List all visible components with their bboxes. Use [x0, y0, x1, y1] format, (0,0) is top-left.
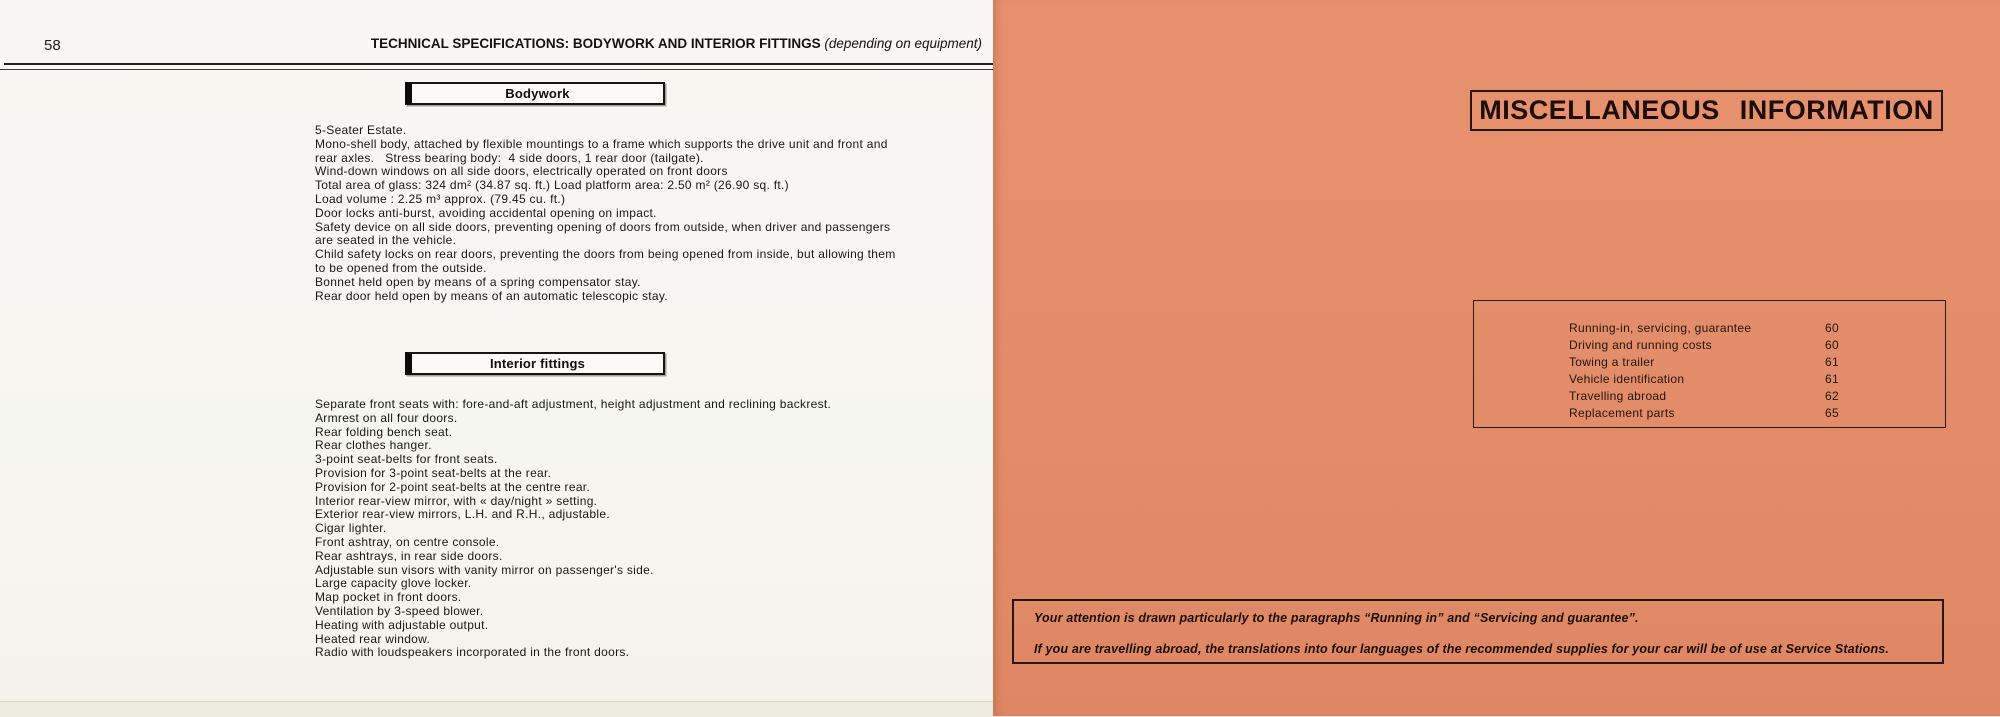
miscellaneous-title-box: [1470, 90, 1943, 131]
spec-line: Adjustable sun visors with vanity mirror on passenger's side.: [315, 562, 654, 577]
page-header-title: TECHNICAL SPECIFICATIONS: BODYWORK AND INTERIOR FITTINGS: [370, 36, 821, 51]
left-page: [0, 0, 993, 716]
spec-line: Safety device on all side doors, preventing opening of doors from outside, when driver and passengers: [315, 219, 891, 234]
contents-label: Driving and running costs: [1569, 338, 1712, 352]
header-rule-bottom: [0, 69, 993, 70]
spec-line: Heating with adjustable output.: [315, 617, 489, 632]
interior-fittings-section-heading: Interior fittings: [489, 356, 586, 371]
spec-line: Exterior rear-view mirrors, L.H. and R.H., adjustable.: [315, 507, 610, 522]
attention-note-line: If you are travelling abroad, the translations into four languages of the recommended supplies for your car will be of use at Service Stations.: [1034, 642, 1889, 656]
spec-line: Large capacity glove locker.: [315, 576, 472, 591]
contents-label: Travelling abroad: [1569, 389, 1667, 403]
left-page-bottom-edge: [0, 701, 993, 717]
page-number: 58: [44, 37, 61, 54]
spec-line: Ventilation by 3-speed blower.: [315, 603, 484, 618]
spec-line: Rear clothes hanger.: [315, 438, 432, 453]
contents-label: Vehicle identification: [1569, 372, 1685, 386]
contents-page-number: 62: [1825, 389, 1839, 403]
contents-page-number: 61: [1825, 355, 1839, 369]
contents-label: Running-in, servicing, guarantee: [1569, 321, 1752, 335]
contents-row: [1474, 355, 1945, 372]
spec-line: Separate front seats with: fore-and-aft adjustment, height adjustment and reclining backrest.: [315, 397, 832, 411]
contents-row: [1474, 372, 1945, 389]
spec-line: Interior rear-view mirror, with « day/night » setting.: [315, 493, 598, 508]
contents-page-number: 60: [1825, 321, 1839, 335]
spec-line: Armrest on all four doors.: [315, 410, 458, 425]
spec-line: Provision for 2-point seat-belts at the centre rear.: [315, 479, 591, 494]
spec-line: Cigar lighter.: [315, 521, 387, 536]
contents-page-number: 61: [1825, 372, 1839, 386]
spec-line: Load volume : 2.25 m³ approx. (79.45 cu. ft.): [315, 191, 566, 206]
spec-line: to be opened from the outside.: [315, 260, 487, 275]
interior-fittings-section-heading-box: [405, 352, 665, 375]
spec-line: Front ashtray, on centre console.: [315, 534, 500, 549]
spec-line: Bonnet held open by means of a spring compensator stay.: [315, 274, 641, 289]
spec-line: rear axles. Stress bearing body: 4 side doors, 1 rear door (tailgate).: [315, 150, 704, 165]
contents-row: [1474, 406, 1945, 423]
contents-row: [1474, 321, 1945, 338]
spec-line: Mono-shell body, attached by flexible mountings to a frame which supports the drive unit and front and: [315, 136, 888, 151]
spec-line: are seated in the vehicle.: [315, 233, 457, 248]
spec-line: Radio with loudspeakers incorporated in the front doors.: [315, 645, 630, 660]
spec-line: Rear folding bench seat.: [315, 424, 453, 439]
page-header-subtitle: (depending on equipment): [820, 36, 982, 51]
spec-line: 5-Seater Estate.: [315, 123, 407, 137]
contents-box: [1473, 300, 1946, 428]
spec-line: 3-point seat-belts for front seats.: [315, 452, 498, 467]
spec-line: Rear ashtrays, in rear side doors.: [315, 548, 503, 563]
contents-page-number: 65: [1825, 406, 1839, 420]
contents-label: Replacement parts: [1569, 406, 1675, 420]
spec-line: Total area of glass: 324 dm² (34.87 sq. ft.) Load platform area: 2.50 m² (26.90 sq. ft.): [315, 178, 789, 193]
header-rule-top: [4, 63, 993, 65]
attention-note-box: [1012, 599, 1944, 664]
interior-fittings-spec-text: [315, 398, 831, 660]
bodywork-spec-text: [315, 124, 896, 303]
spec-line: Map pocket in front doors.: [315, 590, 462, 605]
spec-line: Heated rear window.: [315, 631, 431, 646]
right-page: [993, 0, 2000, 716]
spec-line: Provision for 3-point seat-belts at the rear.: [315, 465, 552, 480]
miscellaneous-title: MISCELLANEOUS INFORMATION: [1479, 95, 1934, 125]
contents-page-number: 60: [1825, 338, 1839, 352]
contents-row: [1474, 338, 1945, 355]
page-header: [371, 36, 982, 51]
spec-line: Door locks anti-burst, avoiding accidental opening on impact.: [315, 205, 657, 220]
bodywork-section-heading: Bodywork: [505, 86, 570, 101]
contents-row: [1474, 389, 1945, 406]
spec-line: Wind-down windows on all side doors, electrically operated on front doors: [315, 164, 728, 179]
contents-label: Towing a trailer: [1569, 355, 1655, 369]
spec-line: Rear door held open by means of an automatic telescopic stay.: [315, 288, 668, 303]
spec-line: Child safety locks on rear doors, preventing the doors from being opened from inside, but allowing them: [315, 247, 896, 262]
bodywork-section-heading-box: [405, 82, 665, 105]
attention-note-line: Your attention is drawn particularly to the paragraphs “Running in” and “Servicing and guarantee”.: [1034, 611, 1639, 625]
